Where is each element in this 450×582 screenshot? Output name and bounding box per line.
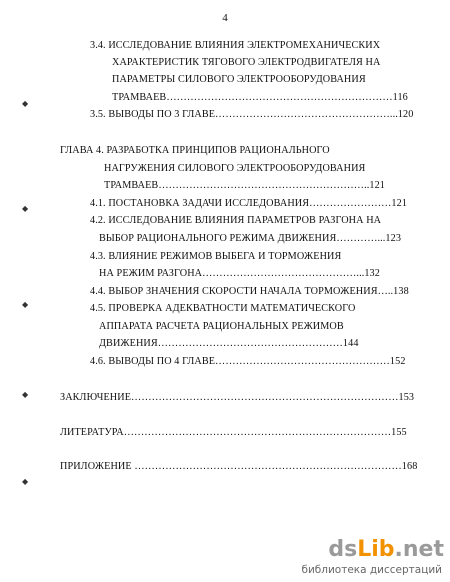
- scan-mark-5: ◆: [22, 477, 29, 486]
- toc-appendix: ПРИЛОЖЕНИЕ ……………………………………………………………………168: [60, 461, 418, 472]
- dslib-watermark: [294, 538, 444, 578]
- scan-mark-1: ◆: [22, 99, 29, 108]
- logo-ds: ds: [328, 537, 358, 562]
- toc-entry-4-3-line-2: НА РЕЖИМ РАЗГОНА………………………………………...132: [99, 268, 380, 279]
- toc-chapter-4-line-1: ГЛАВА 4. РАЗРАБОТКА ПРИНЦИПОВ РАЦИОНАЛЬНОГО: [60, 145, 330, 156]
- watermark-tagline: библиотека диссертаций: [301, 564, 442, 576]
- logo-lib: Lib: [357, 537, 395, 562]
- toc-entry-4-1: 4.1. ПОСТАНОВКА ЗАДАЧИ ИССЛЕДОВАНИЯ……………………121: [90, 198, 408, 209]
- toc-literature: ЛИТЕРАТУРА……………………………………………………………………155: [60, 427, 407, 438]
- toc-entry-3-4-line-1: 3.4. ИССЛЕДОВАНИЕ ВЛИЯНИЯ ЭЛЕКТРОМЕХАНИЧЕСКИХ: [90, 40, 381, 51]
- page-number: 4: [222, 12, 228, 24]
- toc-conclusion: ЗАКЛЮЧЕНИЕ……………………………………………………………………153: [60, 392, 415, 403]
- toc-chapter-4-line-2: НАГРУЖЕНИЯ СИЛОВОГО ЭЛЕКТРООБОРУДОВАНИЯ: [104, 163, 366, 174]
- toc-entry-4-5-line-2: АППАРАТА РАСЧЕТА РАЦИОНАЛЬНЫХ РЕЖИМОВ: [99, 321, 344, 332]
- toc-entry-4-2-line-2: ВЫБОР РАЦИОНАЛЬНОГО РЕЖИМА ДВИЖЕНИЯ…………...123: [99, 233, 402, 244]
- toc-entry-4-6: 4.6. ВЫВОДЫ ПО 4 ГЛАВЕ……………………………………………152: [90, 356, 406, 367]
- toc-entry-3-5: 3.5. ВЫВОДЫ ПО 3 ГЛАВЕ……………………………………………...120: [90, 109, 414, 120]
- toc-entry-3-4-line-2: ХАРАКТЕРИСТИК ТЯГОВОГО ЭЛЕКТРОДВИГАТЕЛЯ НА: [112, 57, 381, 68]
- toc-chapter-4-line-3: ТРАМВАЕВ……………………………………………………..121: [104, 180, 385, 191]
- scan-mark-4: ◆: [22, 390, 29, 399]
- toc-entry-4-3-line-1: 4.3. ВЛИЯНИЕ РЕЖИМОВ ВЫБЕГА И ТОРМОЖЕНИЯ: [90, 251, 342, 262]
- dslib-logo: [328, 538, 444, 562]
- scan-mark-3: ◆: [22, 300, 29, 309]
- toc-entry-3-4-line-4: ТРАМВАЕВ…………………………………………………………116: [112, 92, 408, 103]
- toc-entry-4-2-line-1: 4.2. ИССЛЕДОВАНИЕ ВЛИЯНИЯ ПАРАМЕТРОВ РАЗГОНА НА: [90, 215, 382, 226]
- toc-entry-4-5-line-1: 4.5. ПРОВЕРКА АДЕКВАТНОСТИ МАТЕМАТИЧЕСКОГО: [90, 303, 356, 314]
- toc-entry-4-4: 4.4. ВЫБОР ЗНАЧЕНИЯ СКОРОСТИ НАЧАЛА ТОРМОЖЕНИЯ…..138: [90, 286, 409, 297]
- logo-net: .net: [394, 537, 444, 562]
- scan-mark-2: ◆: [22, 204, 29, 213]
- toc-entry-4-5-line-3: ДВИЖЕНИЯ………………………………………………144: [99, 338, 359, 349]
- toc-entry-3-4-line-3: ПАРАМЕТРЫ СИЛОВОГО ЭЛЕКТРООБОРУДОВАНИЯ: [112, 74, 366, 85]
